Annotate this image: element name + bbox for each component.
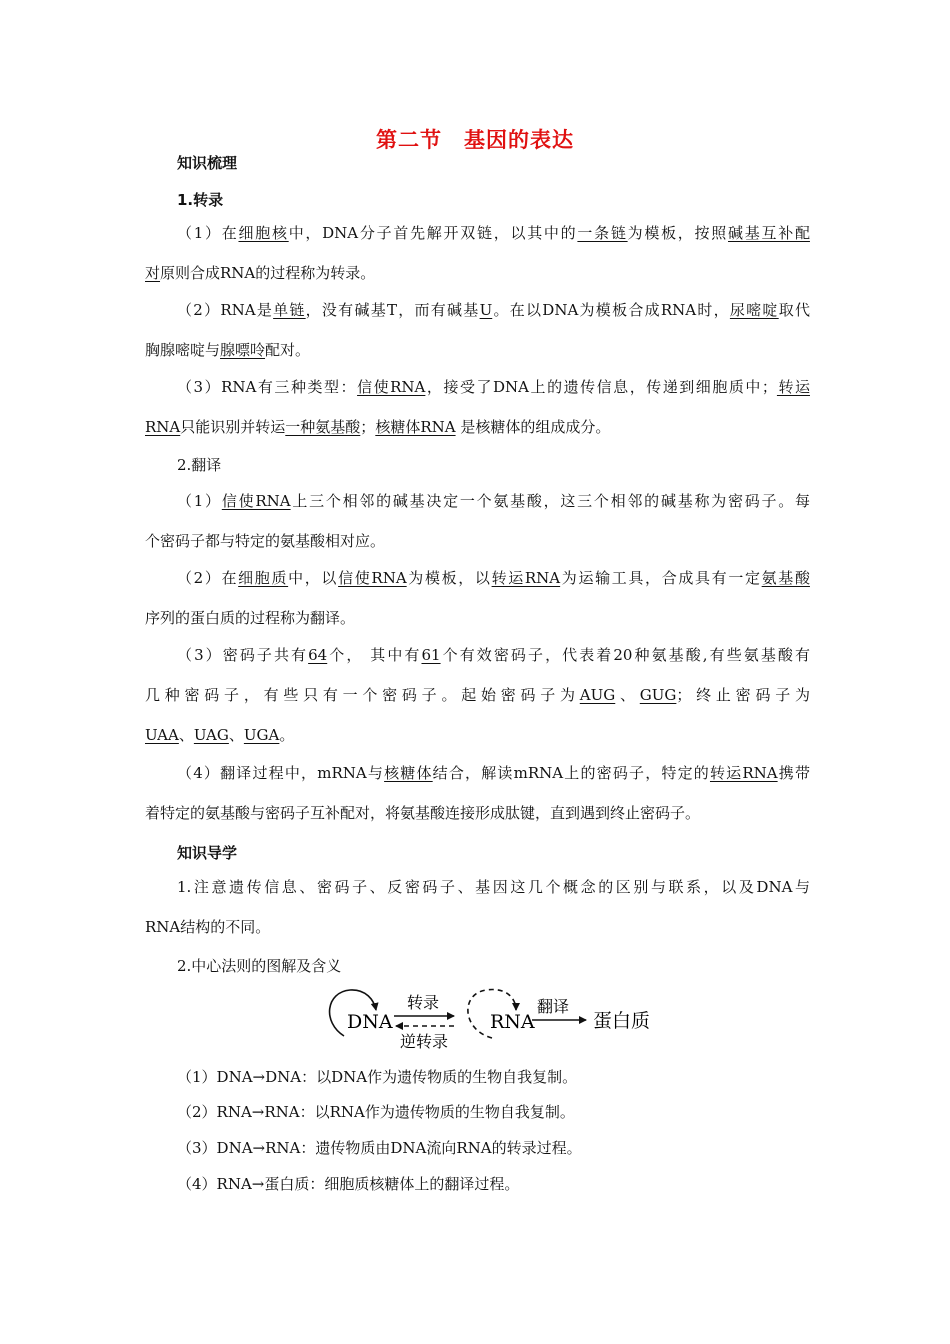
- para-line: RNA结构的不同。: [145, 918, 271, 936]
- translation-heading: 2.翻译: [177, 456, 222, 474]
- para-line: （4）翻译过程中，mRNA与核糖体结合，解读mRNA上的密码子，特定的转运RNA携带: [177, 764, 810, 782]
- dna-label: DNA: [347, 1011, 393, 1033]
- translation-para-3: [145, 635, 810, 755]
- transcription-para-1: [145, 213, 810, 293]
- transcription-para-2: [145, 290, 810, 370]
- para-line: （1）在细胞核中，DNA分子首先解开双链，以其中的一条链为模板，按照碱基互补配: [177, 224, 810, 242]
- para-line: （3）密码子共有64个， 其中有61个有效密码子，代表着20种氨基酸,有些氨基酸有: [177, 646, 810, 664]
- guide-para-2: 2.中心法则的图解及含义: [177, 957, 342, 975]
- guide-para-1: [145, 867, 810, 947]
- transcription-label: 转录: [407, 993, 440, 1012]
- list-item: （1）DNA→DNA：以DNA作为遗传物质的生物自我复制。: [177, 1068, 578, 1086]
- list-item: （2）RNA→RNA：以RNA作为遗传物质的生物自我复制。: [177, 1103, 575, 1121]
- para-line: 胸腺嘧啶与腺嘌呤配对。: [145, 341, 311, 359]
- reverse-transcription-label: 逆转录: [400, 1032, 449, 1051]
- para-line: RNA只能识别并转运一种氨基酸；核糖体RNA 是核糖体的组成成分。: [145, 418, 611, 436]
- translation-para-4: [145, 753, 810, 833]
- para-line: 对原则合成RNA的过程称为转录。: [145, 264, 376, 282]
- list-item: （3）DNA→RNA：遗传物质由DNA流向RNA的转录过程。: [177, 1139, 582, 1157]
- para-line: 1.注意遗传信息、密码子、反密码子、基因这几个概念的区别与联系，以及DNA与: [177, 878, 810, 896]
- list-item: （4）RNA→蛋白质：细胞质核糖体上的翻译过程。: [177, 1175, 520, 1193]
- translation-para-2: [145, 558, 810, 638]
- para-line: 序列的蛋白质的过程称为翻译。: [145, 609, 356, 627]
- para-line: （2）在细胞质中，以信使RNA为模板，以转运RNA为运输工具，合成具有一定氨基酸: [177, 569, 810, 587]
- para-line: 着特定的氨基酸与密码子互补配对，将氨基酸连接形成肽键，直到遇到终止密码子。: [145, 804, 701, 822]
- protein-label: 蛋白质: [593, 1010, 651, 1032]
- para-line: （2）RNA是单链，没有碱基T，而有碱基U。在以DNA为模板合成RNA时，尿嘧啶取代: [177, 301, 810, 319]
- section-heading-knowledge-review: 知识梳理: [177, 154, 238, 172]
- transcription-heading: 1.转录: [177, 191, 224, 209]
- rna-label: RNA: [490, 1011, 535, 1033]
- transcription-para-3: [145, 367, 810, 447]
- central-dogma-diagram: [320, 984, 660, 1052]
- section-heading-knowledge-guide: 知识导学: [177, 844, 238, 862]
- para-line: UAA、UAG、UGA。: [145, 726, 295, 744]
- para-line: 几种密码子，有些只有一个密码子。起始密码子为AUG、GUG；终止密码子为: [145, 686, 810, 704]
- para-line: 个密码子都与特定的氨基酸相对应。: [145, 532, 386, 550]
- para-line: （1）信使RNA上三个相邻的碱基决定一个氨基酸，这三个相邻的碱基称为密码子。每: [177, 492, 810, 510]
- page-title: 第二节 基因的表达: [376, 128, 574, 152]
- translation-para-1: [145, 481, 810, 561]
- translation-label: 翻译: [537, 997, 570, 1016]
- para-line: （3）RNA有三种类型：信使RNA，接受了DNA上的遗传信息，传递到细胞质中；转运: [177, 378, 810, 396]
